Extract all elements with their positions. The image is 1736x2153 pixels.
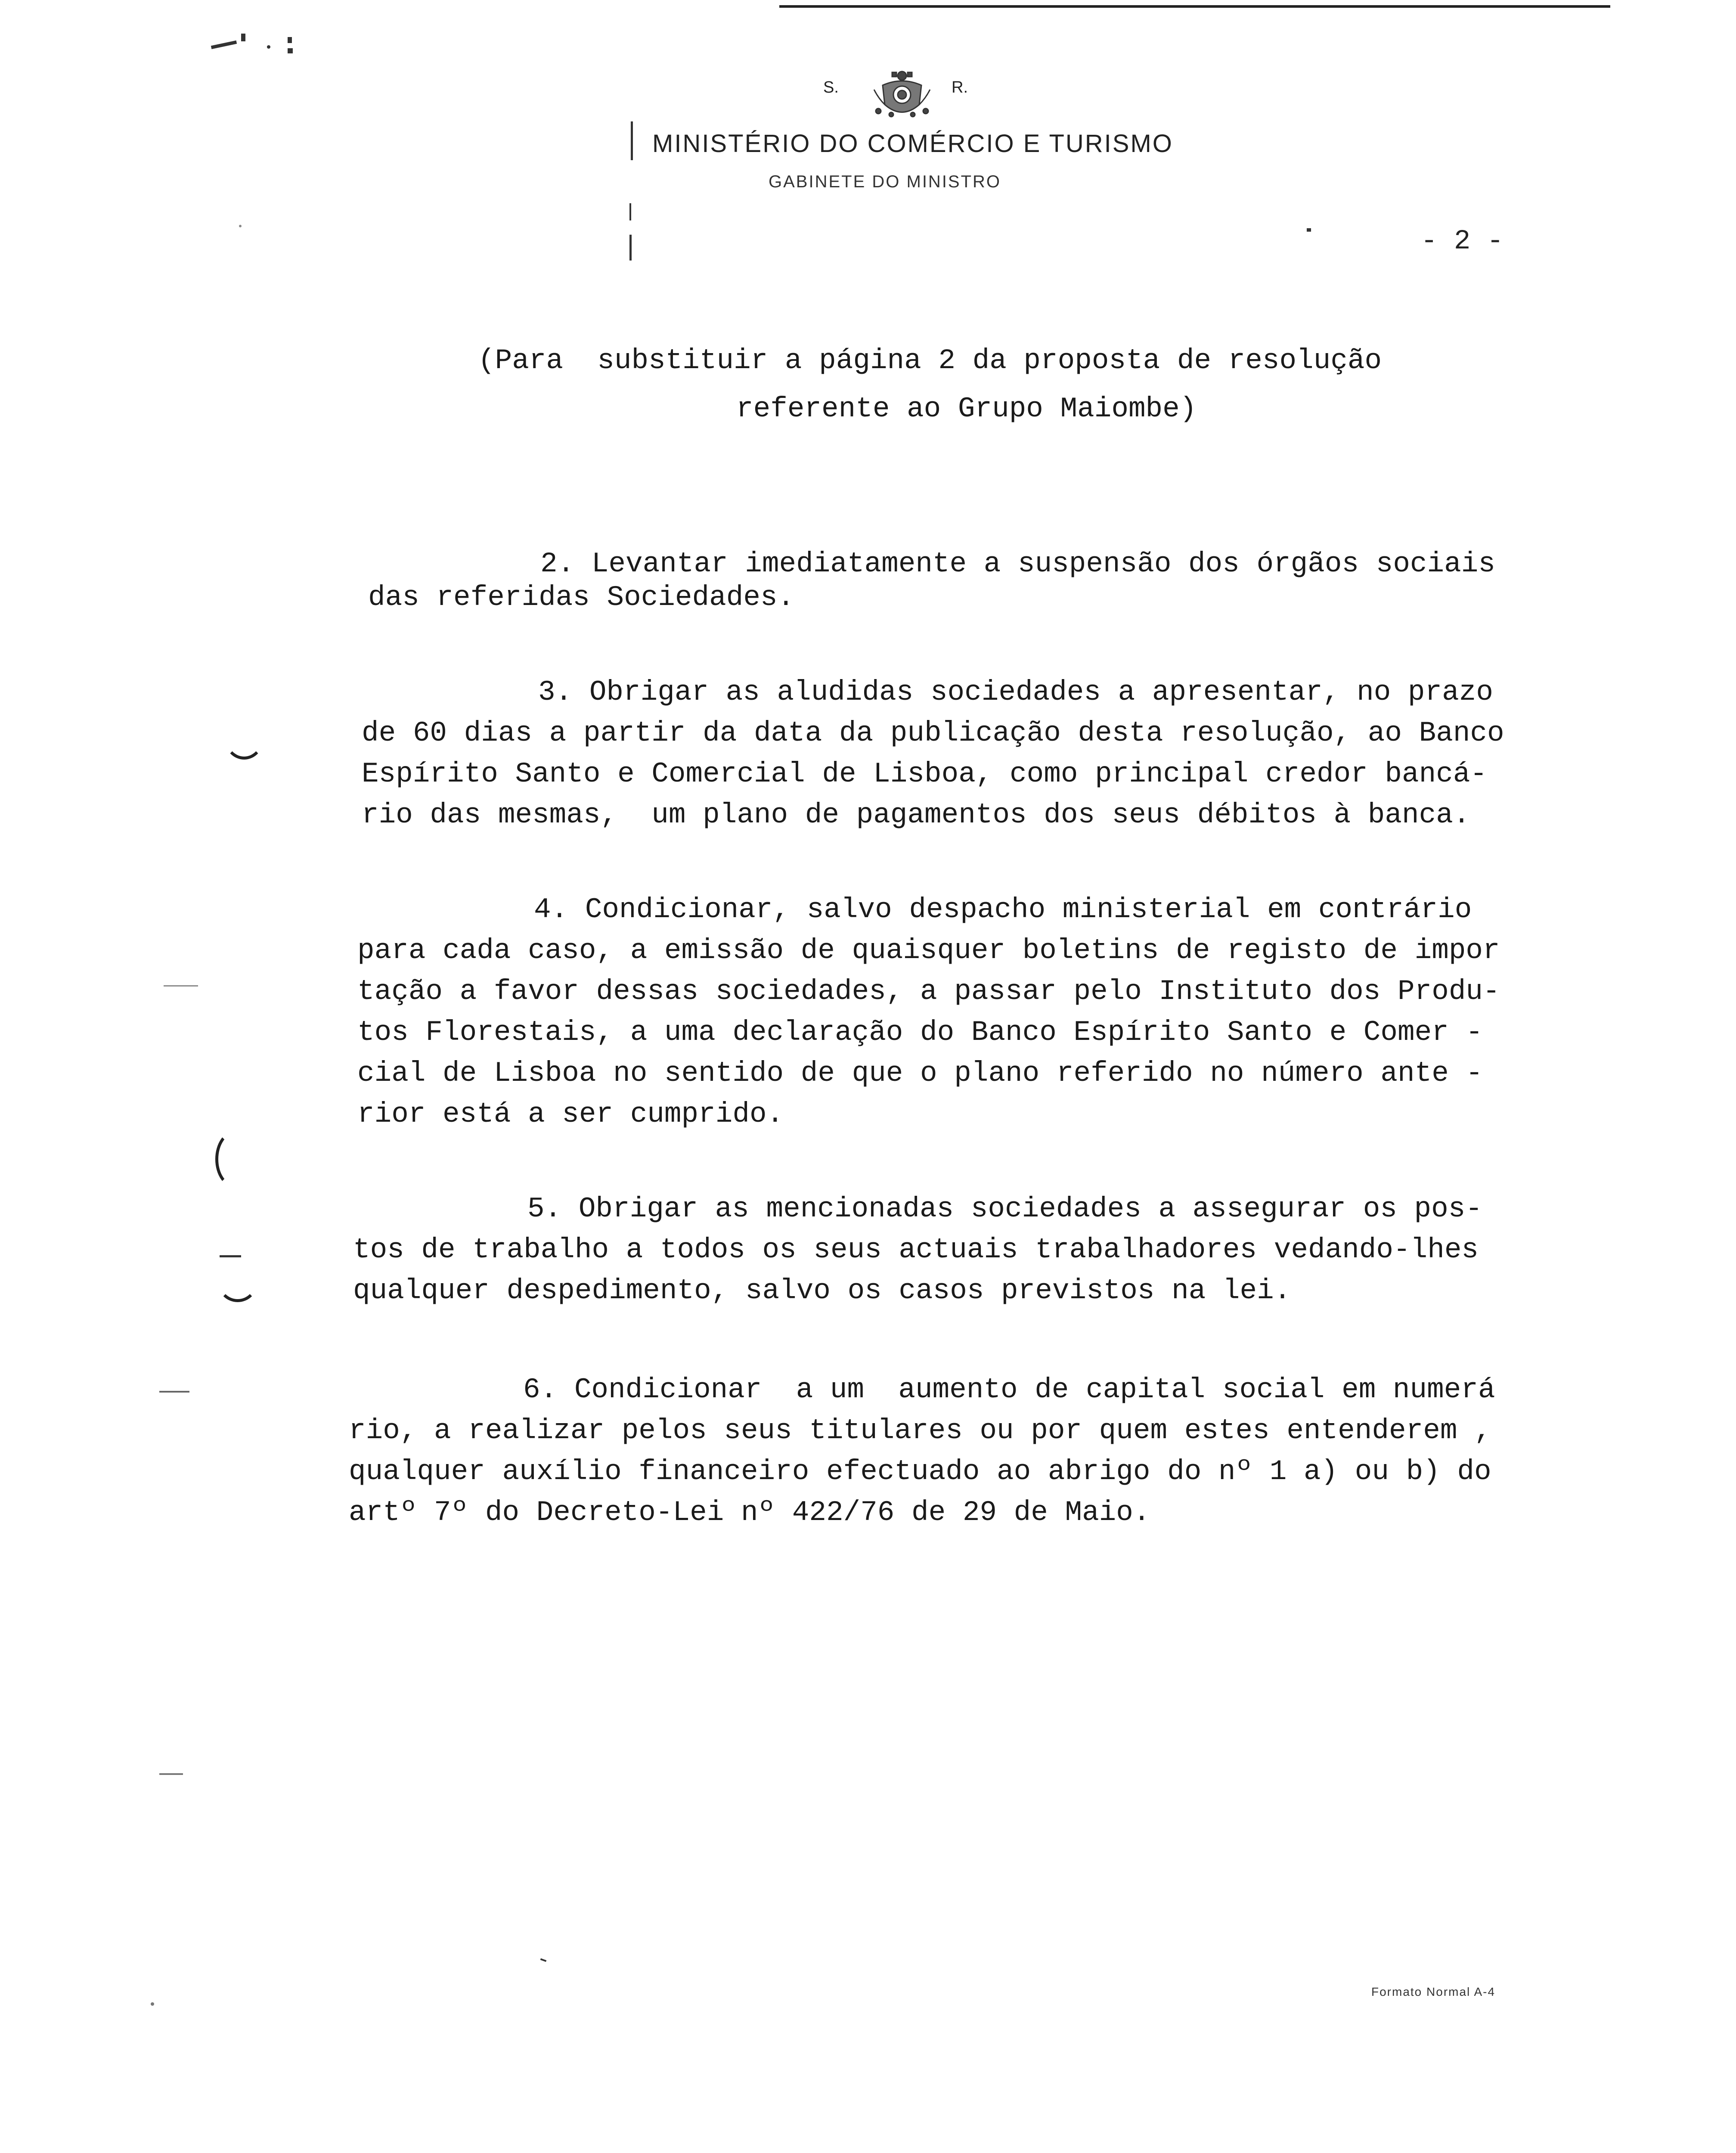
margin-rule: [629, 235, 632, 261]
item-line: tos de trabalho a todos os seus actuais trabalhadores vedando-lhes: [353, 1234, 1479, 1266]
margin-rule: [629, 203, 631, 220]
margin-rule: [631, 121, 633, 160]
item-line: 3. Obrigar as aludidas sociedades a apresentar, no prazo: [538, 676, 1493, 708]
scan-mark: [540, 1958, 547, 1962]
paper-format-label: Formato Normal A-4: [1371, 1985, 1496, 1998]
scan-mark: [151, 2002, 154, 2006]
item-line: 2. Levantar imediatamente a suspensão dos órgãos sociais: [540, 548, 1495, 580]
item-line: Espírito Santo e Comercial de Lisboa, como principal credor bancá-: [362, 758, 1488, 790]
item-line: rio das mesmas, um plano de pagamentos dos seus débitos à banca.: [362, 799, 1470, 831]
item-line: para cada caso, a emissão de quaisquer boletins de registo de impor: [357, 934, 1500, 967]
scan-mark: [211, 40, 237, 49]
scan-mark: [1307, 228, 1311, 232]
item-line: 6. Condicionar a um aumento de capital social em numerá: [523, 1374, 1495, 1406]
item-line: 5. Obrigar as mencionadas sociedades a assegurar os pos-: [527, 1193, 1482, 1225]
top-rule: [779, 5, 1610, 8]
scan-mark: [241, 34, 245, 41]
item-line: artº 7º do Decreto-Lei nº 422/76 de 29 de Maio.: [349, 1496, 1150, 1529]
page-number: - 2 -: [1421, 226, 1504, 257]
punch-hole-mark: [217, 1262, 258, 1302]
punch-hole-mark: [215, 1130, 256, 1188]
item-line: qualquer despedimento, salvo os casos previstos na lei.: [353, 1275, 1291, 1307]
item-line: rio, a realizar pelos seus titulares ou por quem estes entenderem ,: [349, 1415, 1491, 1447]
scan-mark: [239, 225, 242, 227]
scan-mark: [267, 45, 270, 49]
scan-mark: [220, 1255, 241, 1257]
item-line: tação a favor dessas sociedades, a passar pelo Instituto dos Produ-: [357, 975, 1500, 1008]
letterhead-s: S.: [823, 78, 839, 96]
note-line-1: (Para substituir a página 2 da proposta de resolução: [478, 344, 1382, 377]
item-line: qualquer auxílio financeiro efectuado ao abrigo do nº 1 a) ou b) do: [349, 1455, 1491, 1488]
item-line: rior está a ser cumprido.: [357, 1098, 784, 1130]
scan-mark: [288, 48, 293, 53]
item-line: das referidas Sociedades.: [368, 581, 795, 614]
cabinet-name: GABINETE DO MINISTRO: [769, 172, 1001, 191]
coat-of-arms-icon: [865, 64, 939, 124]
item-line: tos Florestais, a uma declaração do Banco Espírito Santo e Comer -: [357, 1016, 1483, 1049]
ministry-name: MINISTÉRIO DO COMÉRCIO E TURISMO: [652, 130, 1173, 158]
letterhead-r: R.: [952, 78, 968, 96]
note-line-2: referente ao Grupo Maiombe): [736, 393, 1197, 425]
item-line: cial de Lisboa no sentido de que o plano referido no número ante -: [357, 1057, 1483, 1089]
punch-hole-mark: [224, 715, 264, 760]
item-line: 4. Condicionar, salvo despacho ministerial em contrário: [534, 893, 1472, 926]
scan-mark: [159, 1391, 189, 1393]
item-line: de 60 dias a partir da data da publicação desta resolução, ao Banco: [362, 717, 1504, 749]
scan-mark: [164, 985, 198, 987]
scan-mark: [159, 1773, 183, 1775]
scan-mark: [288, 37, 292, 43]
